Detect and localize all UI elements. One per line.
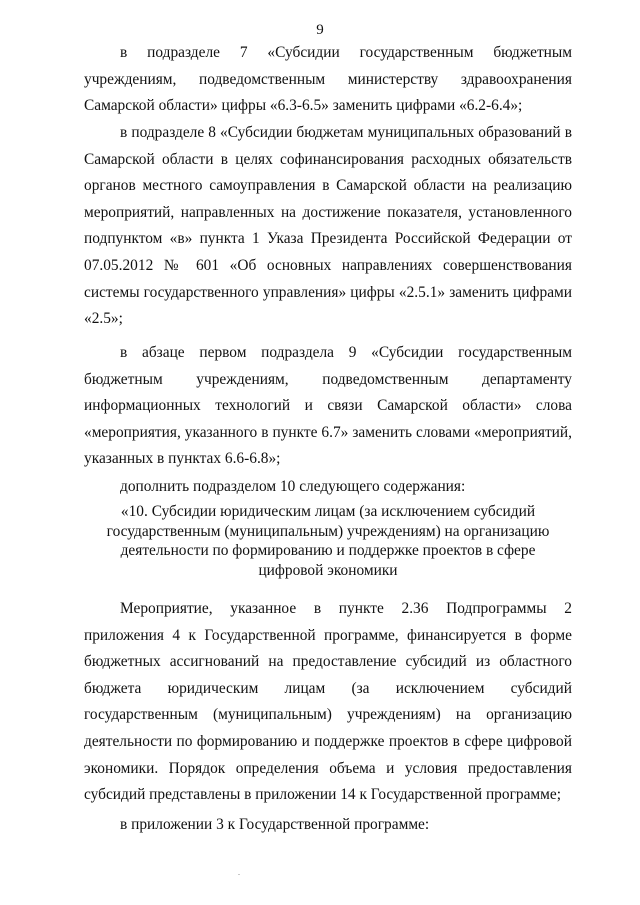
section-heading: «10. Субсидии юридическим лицам (за исключением субсидий государственным (муниципальным) учреждениям) на организацию деятельности по формированию и поддержке проектов в сфере цифровой экономики [106, 503, 550, 579]
paragraph-text: Мероприятие, указанное в пункте 2.36 Подпрограммы 2 приложения 4 к Государственной программе, финансируется в форме бюджетных ассигнований на предоставление субсидий из областного бюджета юридическим лицам (за исключением субсидий государственным (муниципальным) учреждениям) на организацию деятельности по формированию и поддержке проектов в сфере цифровой экономики. Порядок определения объема и условия предоставления субсидий представлены в приложении 14 к Государственной программе; [84, 600, 572, 804]
amendment-paragraph-subsection-8 [84, 120, 572, 333]
amendment-paragraph-add-subsection-10 [84, 474, 572, 501]
paragraph-text: в подразделе 7 «Субсидии государственным бюджетным учреждениям, подведомственным министерству здравоохранения Самарской области» цифры «6.3-6.5» заменить цифрами «6.2-6.4»; [84, 44, 572, 115]
paragraph-text: дополнить подразделом 10 следующего содержания: [120, 478, 466, 495]
amendment-paragraph-subsection-9 [84, 340, 572, 473]
amendment-paragraph-subsection-7 [84, 40, 572, 120]
subsection-10-body [84, 596, 572, 809]
page-number: 9 [316, 22, 324, 38]
paragraph-text: в абзаце первом подраздела 9 «Субсидии государственным бюджетным учреждениям, подведомственным департаменту информационных технологий и связи Самарской области» слова «мероприятия, указанного в пункте 6.7» заменить словами «мероприятий, указанных в пунктах 6.6-6.8»; [84, 344, 572, 468]
paragraph-text: в приложении 3 к Государственной программе: [120, 816, 430, 833]
appendix-3-intro [84, 812, 572, 839]
paragraph-text: в подразделе 8 «Субсидии бюджетам муниципальных образований в Самарской области в целях софинансирования расходных обязательств органов местного самоуправления в Самарской области на реализацию мероприятий, направленных на достижение показателя, установленного подпунктом «в» пункта 1 Указа Президента Российской Федерации от 07.05.2012 № 601 «Об основных направлениях совершенствования системы государственного управления» цифры «2.5.1» заменить цифрами «2.5»; [84, 124, 572, 328]
scan-speck [238, 874, 240, 875]
